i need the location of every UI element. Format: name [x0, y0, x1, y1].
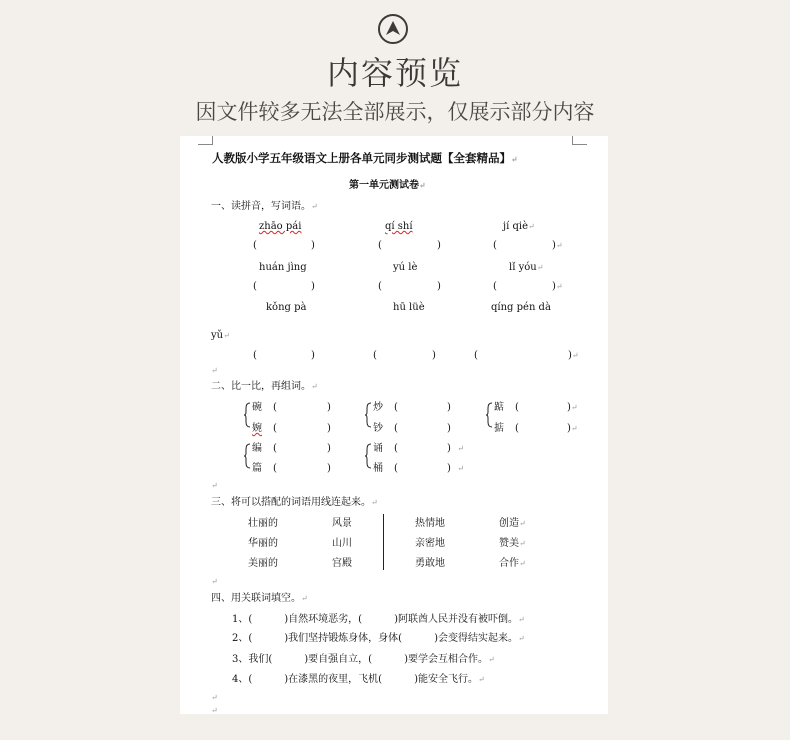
paragraph-mark: ↵	[211, 706, 218, 714]
bracket: (	[515, 423, 519, 434]
bracket: )	[327, 463, 331, 474]
bracket: (	[474, 350, 478, 361]
bracket: (	[394, 463, 398, 474]
compare-char: 踮	[494, 402, 504, 413]
paragraph-mark: ↵	[211, 577, 218, 586]
document-preview	[180, 136, 608, 714]
bracket: )	[311, 240, 315, 251]
match-word: 风景	[332, 518, 352, 529]
match-word: 热情地	[415, 518, 445, 529]
compare-char: 碗	[252, 402, 262, 413]
bracket: (	[394, 423, 398, 434]
fill-sentence: 1、( )自然环境恶劣，( )阿联酋人民并没有被吓倒。↵	[232, 614, 525, 625]
bracket: ) ↵	[447, 463, 464, 474]
brace	[244, 402, 251, 428]
crop-mark	[572, 136, 587, 145]
bracket: )	[327, 443, 331, 454]
paragraph-mark: ↵	[211, 693, 218, 702]
page-subtitle: 因文件较多无法全部展示，仅展示部分内容	[195, 100, 595, 124]
bracket: (	[273, 402, 277, 413]
pinyin: yǔ↵	[211, 330, 230, 341]
bracket: (	[273, 423, 277, 434]
question-4-heading: 四、用关联词填空。↵	[211, 593, 308, 604]
bracket: )	[327, 402, 331, 413]
bracket: (	[493, 240, 497, 251]
question-3-heading: 三、将可以搭配的词语用线连起来。↵	[211, 497, 378, 508]
compare-char: 篇	[252, 463, 262, 474]
bracket: )	[311, 350, 315, 361]
pinyin: lǐ yóu↵	[509, 262, 544, 273]
match-word: 赞美↵	[499, 538, 526, 549]
bracket: (	[253, 240, 257, 251]
bracket: )	[447, 402, 451, 413]
pinyin: hū lüè	[393, 302, 425, 313]
bracket: (	[394, 402, 398, 413]
bracket: (	[378, 281, 382, 292]
chevron-up-circle-icon	[378, 14, 408, 44]
unit-title: 第一单元测试卷↵	[349, 180, 426, 191]
match-word: 山川	[332, 538, 352, 549]
pinyin: huán jìng	[259, 262, 307, 273]
bracket: )	[447, 423, 451, 434]
bracket: )	[437, 240, 441, 251]
brace	[486, 402, 493, 428]
bracket: (	[273, 443, 277, 454]
question-2-heading: 二、比一比，再组词。↵	[211, 381, 318, 392]
bracket: )	[432, 350, 436, 361]
brace	[244, 443, 251, 469]
fill-sentence: 3、我们( )要自强自立，( )要学会互相合作。↵	[232, 654, 495, 665]
match-word: 华丽的	[248, 538, 278, 549]
compare-char: 钞	[373, 423, 383, 434]
compare-char: 桶	[373, 463, 383, 474]
pinyin: kǒng pà	[266, 302, 307, 313]
crop-mark	[198, 136, 213, 145]
question-1-heading: 一、读拼音，写词语。↵	[211, 201, 318, 212]
bracket: (	[253, 281, 257, 292]
pinyin: yú lè	[393, 262, 418, 273]
document-title: 人教版小学五年级语文上册各单元同步测试题【全套精品】↵	[212, 151, 518, 165]
page-title: 内容预览	[326, 54, 463, 92]
compare-char: 诵	[373, 443, 383, 454]
bracket: (	[493, 281, 497, 292]
paragraph-mark: ↵	[211, 481, 218, 490]
pinyin: zhāo pái	[259, 221, 302, 232]
pinyin: jí qiè↵	[503, 221, 535, 232]
compare-char: 婉	[252, 423, 262, 434]
bracket: )↵	[567, 423, 578, 434]
bracket: ) ↵	[447, 443, 464, 454]
bracket: )	[437, 281, 441, 292]
bracket: (	[273, 463, 277, 474]
bracket: )	[327, 423, 331, 434]
bracket: (	[378, 240, 382, 251]
pinyin: qí shí	[385, 221, 413, 232]
bracket: (	[394, 443, 398, 454]
bracket: )↵	[568, 350, 579, 361]
fill-sentence: 2、( )我们坚持锻炼身体，身体( )会变得结实起来。↵	[232, 633, 525, 644]
bracket: )↵	[552, 281, 563, 292]
match-word: 勇敢地	[415, 558, 445, 569]
compare-char: 编	[252, 443, 262, 454]
bracket: (	[515, 402, 519, 413]
bracket: (	[373, 350, 377, 361]
bracket: )↵	[552, 240, 563, 251]
match-word: 合作↵	[499, 558, 526, 569]
compare-char: 掂	[494, 423, 504, 434]
paragraph-mark: ↵	[211, 366, 218, 375]
bracket: )↵	[567, 402, 578, 413]
bracket: (	[253, 350, 257, 361]
match-word: 美丽的	[248, 558, 278, 569]
match-word: 亲密地	[415, 538, 445, 549]
brace	[365, 443, 372, 469]
match-word: 创造↵	[499, 518, 526, 529]
fill-sentence: 4、( )在漆黑的夜里，飞机( )能安全飞行。↵	[232, 674, 485, 685]
pinyin: qíng pén dà	[491, 302, 551, 313]
bracket: )	[311, 281, 315, 292]
compare-char: 炒	[373, 402, 383, 413]
brace	[365, 402, 372, 428]
column-divider	[383, 514, 384, 570]
match-word: 宫殿	[332, 558, 352, 569]
match-word: 壮丽的	[248, 518, 278, 529]
